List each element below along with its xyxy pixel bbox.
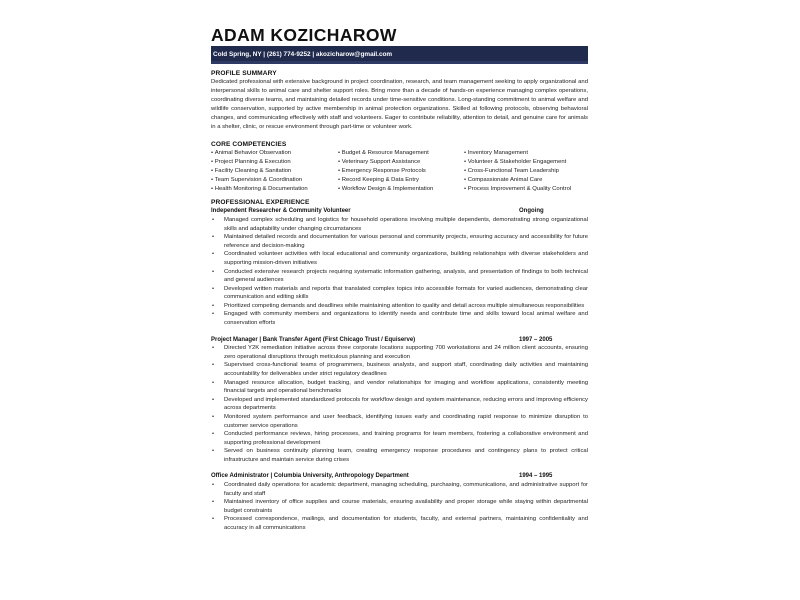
- job-bullet: • Developed written materials and reports that translated complex topics into accessible formats for varied audiences, demonstrating clear communication and editing skills: [211, 285, 588, 302]
- competency-item: • Animal Behavior Observation: [211, 149, 338, 158]
- job-bullet: • Conducted performance reviews, hiring processes, and training programs for team members, fostering a collaborative environment and supporting professional development: [211, 430, 588, 447]
- job-bullet: • Managed complex scheduling and logistics for household operations involving multiple dependents, demonstrating strong organizational skills and adaptability under changing circumstances: [211, 216, 588, 233]
- job-bullet: • Supervised cross-functional teams of programmers, business analysts, and support staff, coordinating daily activities and maintaining accountability for deliverables under strict regulatory deadlines: [211, 361, 588, 378]
- core-competencies-heading: CORE COMPETENCIES: [211, 141, 287, 149]
- profile-summary-text: Dedicated professional with extensive background in project coordination, research, and team management seeking to apply organizational and interpersonal skills to animal care and shelter support roles. Bring more than a decade of hands-on experience managing complex operations, coordinating diverse teams, and maintaining detailed records under time-sensitive conditions. Long-standing commitment to animal welfare and wildlife conservation, supported by active membership in animal protection organizations. Skilled at following protocols, observing behavioral changes, and communicating effectively with staff and volunteers. Eager to contribute reliability, attention to detail, and genuine care for animals in a shelter, clinic, or rescue environment through part-time or volunteer work.: [211, 79, 588, 130]
- contact-bar: Cold Spring, NY | (261) 774-9252 | akozicharow@gmail.com: [211, 46, 588, 64]
- resume-page: [211, 26, 588, 533]
- job-bullets: [211, 481, 588, 533]
- job-bullets: [211, 216, 588, 328]
- competency-item: • Emergency Response Protocols: [338, 167, 464, 176]
- job-bullets: [211, 344, 588, 464]
- job-bullet: • Developed and implemented standardized protocols for workflow design and system maintenance, reducing errors and improving efficiency across departments: [211, 396, 588, 413]
- competency-item: • Team Supervision & Coordination: [211, 176, 338, 185]
- competency-item: • Health Monitoring & Documentation: [211, 185, 338, 194]
- job-bullet: • Monitored system performance and user feedback, identifying issues early and coordinating rapid response to minimize disruption to customer service operations: [211, 413, 588, 430]
- competencies-grid: [211, 149, 588, 194]
- job-bullet: • Directed Y2K remediation initiative across three corporate locations supporting 700 workstations and 24 million client accounts, ensuring zero operational disruptions through meticulous planning and execution: [211, 344, 588, 361]
- competency-item: • Workflow Design & Implementation: [338, 185, 464, 194]
- job-bullet: • Coordinated volunteer activities with local educational and community organizations, building relationships with diverse stakeholders and supporting mission-driven initiatives: [211, 250, 588, 267]
- competency-item: • Record Keeping & Data Entry: [338, 176, 464, 185]
- competency-item: • Cross-Functional Team Leadership: [464, 167, 588, 176]
- candidate-name: ADAM KOZICHAROW: [211, 25, 397, 45]
- competency-item: • Compassionate Animal Care: [464, 176, 588, 185]
- job-bullet: • Conducted extensive research projects requiring systematic information gathering, analysis, and presentation of findings to both technical and general audiences: [211, 268, 588, 285]
- job-entry-project-manager: [211, 336, 588, 465]
- job-bullet: • Processed correspondence, mailings, and documentation for students, faculty, and external partners, maintaining confidentiality and accuracy in all communications: [211, 515, 588, 532]
- job-bullet: • Maintained inventory of office supplies and course materials, ensuring availability and proper storage while staying within departmental budget constraints: [211, 498, 588, 515]
- competency-item: • Process Improvement & Quality Control: [464, 185, 588, 194]
- job-dates: Ongoing: [519, 208, 544, 215]
- competency-item: • Volunteer & Stakeholder Engagement: [464, 158, 588, 167]
- job-bullet: • Coordinated daily operations for academic department, managing scheduling, purchasing, communications, and administrative support for faculty and staff: [211, 481, 588, 498]
- competency-item: • Veterinary Support Assistance: [338, 158, 464, 167]
- job-role: Office Administrator | Columbia University, Anthropology Department: [211, 473, 409, 480]
- job-header: [211, 472, 588, 481]
- job-bullet: • Managed resource allocation, budget tracking, and vendor relationships for imaging and workflow applications, consistently meeting financial targets and operational benchmarks: [211, 379, 588, 396]
- job-bullet: • Engaged with community members and organizations to identify needs and contribute time and skills toward local animal welfare and conservation efforts: [211, 310, 588, 327]
- competency-item: • Inventory Management: [464, 149, 588, 158]
- competency-item: • Project Planning & Execution: [211, 158, 338, 167]
- job-bullet: • Maintained detailed records and documentation for various personal and community projects, ensuring accuracy and accessibility for future reference and decision-making: [211, 233, 588, 250]
- job-header: [211, 336, 588, 345]
- job-role: Project Manager | Bank Transfer Agent (First Chicago Trust / Equiserve): [211, 336, 416, 343]
- job-header: [211, 207, 588, 216]
- job-bullet: • Prioritized competing demands and deadlines while maintaining attention to quality and detail across multiple simultaneous responsibilities: [211, 302, 588, 311]
- job-role: Independent Researcher & Community Volunteer: [211, 208, 351, 215]
- profile-summary-heading: PROFILE SUMMARY: [211, 70, 277, 77]
- competency-item: • Facility Cleaning & Sanitation: [211, 167, 338, 176]
- professional-experience-heading: PROFESSIONAL EXPERIENCE: [211, 199, 310, 207]
- job-entry-office-administrator: [211, 472, 588, 532]
- job-entry-volunteer: [211, 207, 588, 327]
- job-dates: 1994 – 1995: [519, 473, 553, 480]
- job-bullet: • Served on business continuity planning team, creating emergency response procedures and contingency plans to protect critical infrastructure and maintain service during crises: [211, 447, 588, 464]
- competency-item: • Budget & Resource Management: [338, 149, 464, 158]
- job-dates: 1997 – 2005: [519, 336, 553, 343]
